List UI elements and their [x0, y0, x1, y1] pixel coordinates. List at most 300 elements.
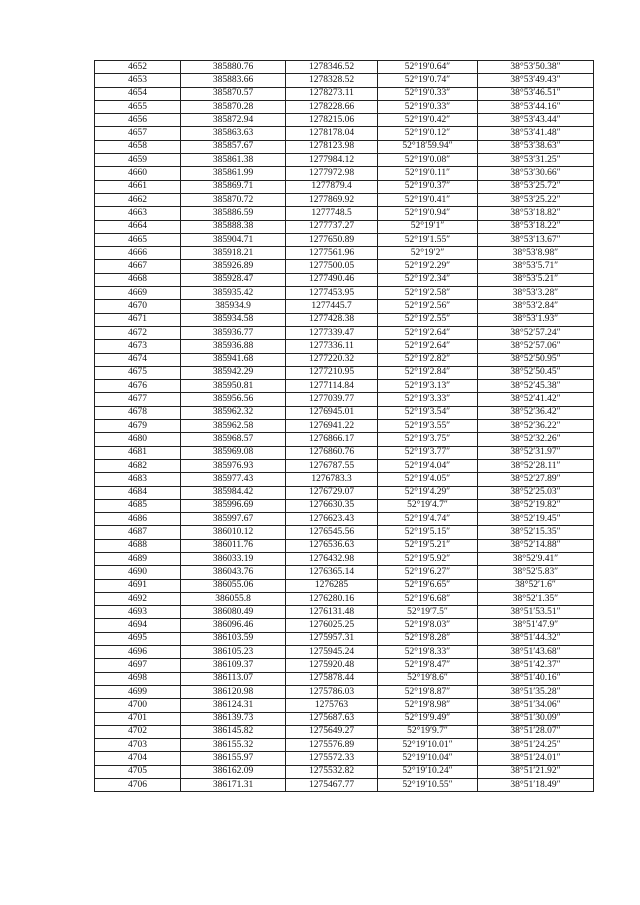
table-row: [95, 233, 594, 246]
x-coordinate-cell: 385869.71: [181, 180, 286, 193]
latitude-cell: 52°19′7.5″: [378, 606, 478, 619]
x-coordinate-cell: 385861.99: [181, 167, 286, 180]
latitude-cell: 52°19′3.33″: [378, 393, 478, 406]
longitude-cell: 38°51′18.49″: [478, 779, 594, 792]
x-coordinate-cell: 385969.08: [181, 446, 286, 459]
latitude-cell: 52°19′0.74″: [378, 74, 478, 87]
coordinates-table-body: [95, 61, 594, 792]
latitude-cell: 52°19′10.04″: [378, 752, 478, 765]
point-number-cell: 4698: [95, 672, 181, 685]
point-number-cell: 4685: [95, 499, 181, 512]
latitude-cell: 52°19′4.74″: [378, 513, 478, 526]
y-coordinate-cell: 1276729.07: [286, 486, 378, 499]
x-coordinate-cell: 385941.68: [181, 353, 286, 366]
longitude-cell: 38°52′1.6″: [478, 579, 594, 592]
x-coordinate-cell: 385942.29: [181, 366, 286, 379]
longitude-cell: 38°53′44.16″: [478, 100, 594, 113]
y-coordinate-cell: 1276025.25: [286, 619, 378, 632]
longitude-cell: 38°53′18.82″: [478, 207, 594, 220]
latitude-cell: 52°19′5.15″: [378, 526, 478, 539]
y-coordinate-cell: 1275920.48: [286, 659, 378, 672]
y-coordinate-cell: 1275576.89: [286, 739, 378, 752]
point-number-cell: 4701: [95, 712, 181, 725]
longitude-cell: 38°52′9.41″: [478, 552, 594, 565]
latitude-cell: 52°19′3.77″: [378, 446, 478, 459]
x-coordinate-cell: 385934.58: [181, 313, 286, 326]
x-coordinate-cell: 385870.72: [181, 193, 286, 206]
latitude-cell: 52°19′6.27″: [378, 566, 478, 579]
x-coordinate-cell: 385886.59: [181, 207, 286, 220]
table-row: [95, 167, 594, 180]
table-row: [95, 446, 594, 459]
latitude-cell: 52°19′8.47″: [378, 659, 478, 672]
point-number-cell: 4682: [95, 459, 181, 472]
latitude-cell: 52°19′0.37″: [378, 180, 478, 193]
point-number-cell: 4681: [95, 446, 181, 459]
table-row: [95, 606, 594, 619]
longitude-cell: 38°53′18.22″: [478, 220, 594, 233]
point-number-cell: 4658: [95, 140, 181, 153]
point-number-cell: 4671: [95, 313, 181, 326]
latitude-cell: 52°19′8.03″: [378, 619, 478, 632]
y-coordinate-cell: 1275957.31: [286, 632, 378, 645]
latitude-cell: 52°19′1.55″: [378, 233, 478, 246]
point-number-cell: 4704: [95, 752, 181, 765]
latitude-cell: 52°19′10.01″: [378, 739, 478, 752]
point-number-cell: 4688: [95, 539, 181, 552]
point-number-cell: 4689: [95, 552, 181, 565]
point-number-cell: 4678: [95, 406, 181, 419]
y-coordinate-cell: 1276783.3: [286, 473, 378, 486]
longitude-cell: 38°51′34.06″: [478, 699, 594, 712]
longitude-cell: 38°52′5.83″: [478, 566, 594, 579]
table-row: [95, 459, 594, 472]
x-coordinate-cell: 386043.76: [181, 566, 286, 579]
table-row: [95, 207, 594, 220]
longitude-cell: 38°52′32.26″: [478, 433, 594, 446]
y-coordinate-cell: 1276285: [286, 579, 378, 592]
table-row: [95, 114, 594, 127]
longitude-cell: 38°52′19.82″: [478, 499, 594, 512]
x-coordinate-cell: 386155.32: [181, 739, 286, 752]
point-number-cell: 4696: [95, 646, 181, 659]
table-row: [95, 353, 594, 366]
longitude-cell: 38°53′41.48″: [478, 127, 594, 140]
point-number-cell: 4659: [95, 154, 181, 167]
point-number-cell: 4699: [95, 685, 181, 698]
y-coordinate-cell: 1275687.63: [286, 712, 378, 725]
table-row: [95, 61, 594, 74]
point-number-cell: 4694: [95, 619, 181, 632]
y-coordinate-cell: 1277428.38: [286, 313, 378, 326]
longitude-cell: 38°53′1.93″: [478, 313, 594, 326]
point-number-cell: 4668: [95, 273, 181, 286]
longitude-cell: 38°51′30.09″: [478, 712, 594, 725]
point-number-cell: 4660: [95, 167, 181, 180]
point-number-cell: 4700: [95, 699, 181, 712]
longitude-cell: 38°52′1.35″: [478, 592, 594, 605]
y-coordinate-cell: 1277500.05: [286, 260, 378, 273]
x-coordinate-cell: 386033.19: [181, 552, 286, 565]
table-row: [95, 473, 594, 486]
point-number-cell: 4665: [95, 233, 181, 246]
latitude-cell: 52°19′2.34″: [378, 273, 478, 286]
y-coordinate-cell: 1276545.56: [286, 526, 378, 539]
table-row: [95, 765, 594, 778]
table-row: [95, 499, 594, 512]
y-coordinate-cell: 1276536.63: [286, 539, 378, 552]
y-coordinate-cell: 1275532.82: [286, 765, 378, 778]
point-number-cell: 4677: [95, 393, 181, 406]
point-number-cell: 4691: [95, 579, 181, 592]
y-coordinate-cell: 1277561.96: [286, 247, 378, 260]
point-number-cell: 4680: [95, 433, 181, 446]
longitude-cell: 38°52′15.35″: [478, 526, 594, 539]
point-number-cell: 4693: [95, 606, 181, 619]
coordinates-table: [94, 60, 594, 792]
latitude-cell: 52°19′10.55″: [378, 779, 478, 792]
latitude-cell: 52°19′2.55″: [378, 313, 478, 326]
table-row: [95, 566, 594, 579]
longitude-cell: 38°53′31.25″: [478, 154, 594, 167]
y-coordinate-cell: 1277869.92: [286, 193, 378, 206]
table-row: [95, 154, 594, 167]
x-coordinate-cell: 385861.38: [181, 154, 286, 167]
longitude-cell: 38°53′25.22″: [478, 193, 594, 206]
longitude-cell: 38°53′2.84″: [478, 300, 594, 313]
longitude-cell: 38°51′35.28″: [478, 685, 594, 698]
longitude-cell: 38°53′38.63″: [478, 140, 594, 153]
x-coordinate-cell: 385872.94: [181, 114, 286, 127]
x-coordinate-cell: 386011.76: [181, 539, 286, 552]
longitude-cell: 38°52′25.03″: [478, 486, 594, 499]
longitude-cell: 38°53′5.71″: [478, 260, 594, 273]
point-number-cell: 4656: [95, 114, 181, 127]
latitude-cell: 52°19′8.6″: [378, 672, 478, 685]
point-number-cell: 4663: [95, 207, 181, 220]
x-coordinate-cell: 385962.32: [181, 406, 286, 419]
x-coordinate-cell: 386139.73: [181, 712, 286, 725]
y-coordinate-cell: 1275572.33: [286, 752, 378, 765]
x-coordinate-cell: 385956.56: [181, 393, 286, 406]
point-number-cell: 4706: [95, 779, 181, 792]
table-row: [95, 393, 594, 406]
y-coordinate-cell: 1277336.11: [286, 340, 378, 353]
table-row: [95, 87, 594, 100]
point-number-cell: 4679: [95, 420, 181, 433]
longitude-cell: 38°53′46.51″: [478, 87, 594, 100]
x-coordinate-cell: 385883.66: [181, 74, 286, 87]
x-coordinate-cell: 385870.28: [181, 100, 286, 113]
longitude-cell: 38°52′31.97″: [478, 446, 594, 459]
longitude-cell: 38°51′53.51″: [478, 606, 594, 619]
x-coordinate-cell: 385904.71: [181, 233, 286, 246]
y-coordinate-cell: 1275649.27: [286, 725, 378, 738]
latitude-cell: 52°19′5.92″: [378, 552, 478, 565]
longitude-cell: 38°52′28.11″: [478, 459, 594, 472]
y-coordinate-cell: 1277972.98: [286, 167, 378, 180]
y-coordinate-cell: 1278123.98: [286, 140, 378, 153]
table-row: [95, 632, 594, 645]
longitude-cell: 38°52′36.42″: [478, 406, 594, 419]
x-coordinate-cell: 385926.89: [181, 260, 286, 273]
x-coordinate-cell: 385996.69: [181, 499, 286, 512]
y-coordinate-cell: 1277490.46: [286, 273, 378, 286]
latitude-cell: 52°19′6.68″: [378, 592, 478, 605]
y-coordinate-cell: 1278346.52: [286, 61, 378, 74]
x-coordinate-cell: 385950.81: [181, 380, 286, 393]
x-coordinate-cell: 385935.42: [181, 287, 286, 300]
y-coordinate-cell: 1276945.01: [286, 406, 378, 419]
x-coordinate-cell: 385977.43: [181, 473, 286, 486]
y-coordinate-cell: 1276623.43: [286, 513, 378, 526]
point-number-cell: 4703: [95, 739, 181, 752]
table-row: [95, 685, 594, 698]
table-row: [95, 420, 594, 433]
longitude-cell: 38°52′27.89″: [478, 473, 594, 486]
table-row: [95, 326, 594, 339]
y-coordinate-cell: 1277737.27: [286, 220, 378, 233]
latitude-cell: 52°19′8.98″: [378, 699, 478, 712]
table-row: [95, 220, 594, 233]
point-number-cell: 4666: [95, 247, 181, 260]
latitude-cell: 52°19′2.82″: [378, 353, 478, 366]
x-coordinate-cell: 386105.23: [181, 646, 286, 659]
point-number-cell: 4653: [95, 74, 181, 87]
table-row: [95, 313, 594, 326]
y-coordinate-cell: 1277984.12: [286, 154, 378, 167]
longitude-cell: 38°51′28.07″: [478, 725, 594, 738]
x-coordinate-cell: 385928.47: [181, 273, 286, 286]
latitude-cell: 52°19′0.08″: [378, 154, 478, 167]
y-coordinate-cell: 1277748.5: [286, 207, 378, 220]
table-row: [95, 592, 594, 605]
y-coordinate-cell: 1278228.66: [286, 100, 378, 113]
latitude-cell: 52°19′0.41″: [378, 193, 478, 206]
longitude-cell: 38°52′41.42″: [478, 393, 594, 406]
y-coordinate-cell: 1276630.35: [286, 499, 378, 512]
table-row: [95, 672, 594, 685]
longitude-cell: 38°51′43.68″: [478, 646, 594, 659]
x-coordinate-cell: 385968.57: [181, 433, 286, 446]
y-coordinate-cell: 1278178.04: [286, 127, 378, 140]
point-number-cell: 4672: [95, 326, 181, 339]
x-coordinate-cell: 385857.67: [181, 140, 286, 153]
point-number-cell: 4667: [95, 260, 181, 273]
y-coordinate-cell: 1276941.22: [286, 420, 378, 433]
latitude-cell: 52°19′1″: [378, 220, 478, 233]
longitude-cell: 38°53′25.72″: [478, 180, 594, 193]
point-number-cell: 4654: [95, 87, 181, 100]
latitude-cell: 52°19′0.94″: [378, 207, 478, 220]
latitude-cell: 52°19′0.33″: [378, 87, 478, 100]
latitude-cell: 52°19′3.55″: [378, 420, 478, 433]
table-row: [95, 579, 594, 592]
x-coordinate-cell: 386171.31: [181, 779, 286, 792]
table-row: [95, 74, 594, 87]
latitude-cell: 52°19′2.64″: [378, 326, 478, 339]
x-coordinate-cell: 386010.12: [181, 526, 286, 539]
table-row: [95, 300, 594, 313]
latitude-cell: 52°19′0.11″: [378, 167, 478, 180]
latitude-cell: 52°19′2.29″: [378, 260, 478, 273]
x-coordinate-cell: 386145.82: [181, 725, 286, 738]
latitude-cell: 52°19′10.24″: [378, 765, 478, 778]
longitude-cell: 38°52′19.45″: [478, 513, 594, 526]
longitude-cell: 38°53′8.98″: [478, 247, 594, 260]
latitude-cell: 52°19′0.64″: [378, 61, 478, 74]
latitude-cell: 52°19′5.21″: [378, 539, 478, 552]
table-row: [95, 752, 594, 765]
latitude-cell: 52°19′8.33″: [378, 646, 478, 659]
y-coordinate-cell: 1277114.84: [286, 380, 378, 393]
table-row: [95, 712, 594, 725]
longitude-cell: 38°51′24.01″: [478, 752, 594, 765]
latitude-cell: 52°19′2.84″: [378, 366, 478, 379]
point-number-cell: 4662: [95, 193, 181, 206]
latitude-cell: 52°19′4.7″: [378, 499, 478, 512]
point-number-cell: 4697: [95, 659, 181, 672]
x-coordinate-cell: 386080.49: [181, 606, 286, 619]
y-coordinate-cell: 1277039.77: [286, 393, 378, 406]
latitude-cell: 52°19′4.04″: [378, 459, 478, 472]
y-coordinate-cell: 1277879.4: [286, 180, 378, 193]
x-coordinate-cell: 386096.46: [181, 619, 286, 632]
table-row: [95, 779, 594, 792]
y-coordinate-cell: 1276131.48: [286, 606, 378, 619]
point-number-cell: 4702: [95, 725, 181, 738]
point-number-cell: 4705: [95, 765, 181, 778]
latitude-cell: 52°19′0.12″: [378, 127, 478, 140]
point-number-cell: 4692: [95, 592, 181, 605]
table-row: [95, 659, 594, 672]
y-coordinate-cell: 1278328.52: [286, 74, 378, 87]
x-coordinate-cell: 386120.98: [181, 685, 286, 698]
point-number-cell: 4676: [95, 380, 181, 393]
latitude-cell: 52°19′4.29″: [378, 486, 478, 499]
table-row: [95, 526, 594, 539]
latitude-cell: 52°19′9.49″: [378, 712, 478, 725]
latitude-cell: 52°19′2.56″: [378, 300, 478, 313]
longitude-cell: 38°53′13.67″: [478, 233, 594, 246]
point-number-cell: 4664: [95, 220, 181, 233]
y-coordinate-cell: 1277339.47: [286, 326, 378, 339]
y-coordinate-cell: 1278273.11: [286, 87, 378, 100]
latitude-cell: 52°19′2.64″: [378, 340, 478, 353]
y-coordinate-cell: 1277453.95: [286, 287, 378, 300]
y-coordinate-cell: 1275878.44: [286, 672, 378, 685]
y-coordinate-cell: 1275786.03: [286, 685, 378, 698]
latitude-cell: 52°19′3.13″: [378, 380, 478, 393]
x-coordinate-cell: 385863.63: [181, 127, 286, 140]
latitude-cell: 52°19′9.7″: [378, 725, 478, 738]
x-coordinate-cell: 386055.8: [181, 592, 286, 605]
table-row: [95, 725, 594, 738]
y-coordinate-cell: 1275763: [286, 699, 378, 712]
latitude-cell: 52°19′2.58″: [378, 287, 478, 300]
longitude-cell: 38°52′36.22″: [478, 420, 594, 433]
x-coordinate-cell: 385976.93: [181, 459, 286, 472]
table-row: [95, 406, 594, 419]
y-coordinate-cell: 1276787.55: [286, 459, 378, 472]
point-number-cell: 4674: [95, 353, 181, 366]
y-coordinate-cell: 1277445.7: [286, 300, 378, 313]
latitude-cell: 52°19′8.28″: [378, 632, 478, 645]
longitude-cell: 38°53′30.66″: [478, 167, 594, 180]
table-row: [95, 619, 594, 632]
table-row: [95, 127, 594, 140]
longitude-cell: 38°51′21.92″: [478, 765, 594, 778]
x-coordinate-cell: 385870.57: [181, 87, 286, 100]
point-number-cell: 4675: [95, 366, 181, 379]
table-row: [95, 193, 594, 206]
longitude-cell: 38°53′50.38″: [478, 61, 594, 74]
y-coordinate-cell: 1278215.06: [286, 114, 378, 127]
x-coordinate-cell: 386109.37: [181, 659, 286, 672]
table-row: [95, 140, 594, 153]
x-coordinate-cell: 385918.21: [181, 247, 286, 260]
x-coordinate-cell: 385888.38: [181, 220, 286, 233]
x-coordinate-cell: 385934.9: [181, 300, 286, 313]
x-coordinate-cell: 385936.88: [181, 340, 286, 353]
longitude-cell: 38°51′40.16″: [478, 672, 594, 685]
x-coordinate-cell: 385984.42: [181, 486, 286, 499]
latitude-cell: 52°19′3.75″: [378, 433, 478, 446]
point-number-cell: 4673: [95, 340, 181, 353]
x-coordinate-cell: 386155.97: [181, 752, 286, 765]
longitude-cell: 38°52′45.38″: [478, 380, 594, 393]
y-coordinate-cell: 1276866.17: [286, 433, 378, 446]
latitude-cell: 52°19′4.05″: [378, 473, 478, 486]
table-row: [95, 380, 594, 393]
y-coordinate-cell: 1277220.32: [286, 353, 378, 366]
longitude-cell: 38°53′3.28″: [478, 287, 594, 300]
table-row: [95, 739, 594, 752]
point-number-cell: 4661: [95, 180, 181, 193]
x-coordinate-cell: 385997.67: [181, 513, 286, 526]
table-row: [95, 273, 594, 286]
y-coordinate-cell: 1276365.14: [286, 566, 378, 579]
longitude-cell: 38°51′42.37″: [478, 659, 594, 672]
point-number-cell: 4652: [95, 61, 181, 74]
y-coordinate-cell: 1277210.95: [286, 366, 378, 379]
x-coordinate-cell: 386113.07: [181, 672, 286, 685]
table-row: [95, 260, 594, 273]
table-row: [95, 552, 594, 565]
point-number-cell: 4670: [95, 300, 181, 313]
point-number-cell: 4657: [95, 127, 181, 140]
table-row: [95, 486, 594, 499]
table-row: [95, 180, 594, 193]
longitude-cell: 38°51′47.9″: [478, 619, 594, 632]
latitude-cell: 52°18′59.94″: [378, 140, 478, 153]
y-coordinate-cell: 1276280.16: [286, 592, 378, 605]
latitude-cell: 52°19′0.42″: [378, 114, 478, 127]
latitude-cell: 52°19′0.33″: [378, 100, 478, 113]
table-row: [95, 513, 594, 526]
y-coordinate-cell: 1277650.89: [286, 233, 378, 246]
table-row: [95, 100, 594, 113]
x-coordinate-cell: 385936.77: [181, 326, 286, 339]
y-coordinate-cell: 1276432.98: [286, 552, 378, 565]
point-number-cell: 4690: [95, 566, 181, 579]
longitude-cell: 38°53′5.21″: [478, 273, 594, 286]
latitude-cell: 52°19′8.87″: [378, 685, 478, 698]
longitude-cell: 38°51′44.32″: [478, 632, 594, 645]
x-coordinate-cell: 386103.59: [181, 632, 286, 645]
longitude-cell: 38°53′49.43″: [478, 74, 594, 87]
latitude-cell: 52°19′6.65″: [378, 579, 478, 592]
